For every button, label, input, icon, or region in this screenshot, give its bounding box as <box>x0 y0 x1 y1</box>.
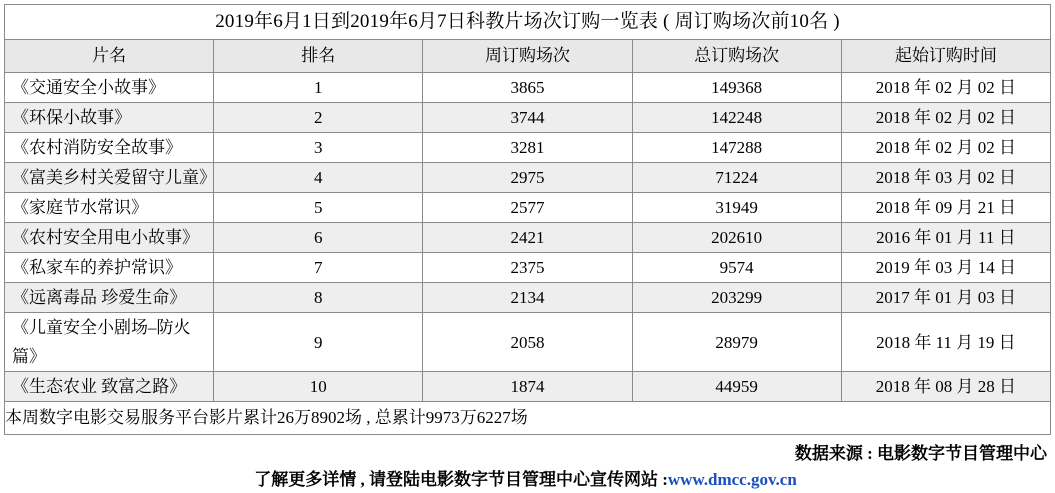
table-row <box>5 253 1051 283</box>
cell-total-orders: 44959 <box>632 372 841 402</box>
cell-film-name: 《儿童安全小剧场–防火篇》 <box>5 313 214 372</box>
cell-film-name: 《生态农业 致富之路》 <box>5 372 214 402</box>
column-header-total-orders: 总订购场次 <box>632 40 841 73</box>
cell-start-date: 2018 年 02 月 02 日 <box>841 103 1050 133</box>
cell-total-orders: 31949 <box>632 193 841 223</box>
cell-film-name: 《私家车的养护常识》 <box>5 253 214 283</box>
table-row <box>5 223 1051 253</box>
table-header-row <box>5 40 1051 73</box>
cell-rank: 9 <box>214 313 423 372</box>
table-row <box>5 103 1051 133</box>
cell-weekly-orders: 3865 <box>423 73 632 103</box>
table-row <box>5 283 1051 313</box>
cell-film-name: 《交通安全小故事》 <box>5 73 214 103</box>
cell-start-date: 2016 年 01 月 11 日 <box>841 223 1050 253</box>
cell-total-orders: 147288 <box>632 133 841 163</box>
cell-film-name: 《远离毒品 珍爱生命》 <box>5 283 214 313</box>
cell-weekly-orders: 3281 <box>423 133 632 163</box>
cell-start-date: 2017 年 01 月 03 日 <box>841 283 1050 313</box>
cell-rank: 4 <box>214 163 423 193</box>
website-notice-text: 了解更多详情 , 请登陆电影数字节目管理中心宣传网站 : <box>254 470 668 489</box>
cell-total-orders: 142248 <box>632 103 841 133</box>
summary-text: 本周数字电影交易服务平台影片累计26万8902场 , 总累计9973万6227场 <box>5 402 1051 435</box>
column-header-start-date: 起始订购时间 <box>841 40 1050 73</box>
cell-weekly-orders: 3744 <box>423 103 632 133</box>
cell-rank: 10 <box>214 372 423 402</box>
table-row <box>5 133 1051 163</box>
cell-start-date: 2018 年 11 月 19 日 <box>841 313 1050 372</box>
column-header-name: 片名 <box>5 40 214 73</box>
cell-film-name: 《环保小故事》 <box>5 103 214 133</box>
cell-total-orders: 28979 <box>632 313 841 372</box>
cell-rank: 7 <box>214 253 423 283</box>
website-notice-line <box>4 467 1047 493</box>
cell-weekly-orders: 2375 <box>423 253 632 283</box>
movie-orders-table <box>4 4 1051 435</box>
cell-weekly-orders: 2975 <box>423 163 632 193</box>
cell-film-name: 《富美乡村关爱留守儿童》 <box>5 163 214 193</box>
table-title-row <box>5 5 1051 40</box>
page-title: 2019年6月1日到2019年6月7日科教片场次订购一览表 ( 周订购场次前10名 ) <box>5 5 1051 40</box>
data-source-line: 数据来源 : 电影数字节目管理中心 <box>794 444 1047 463</box>
cell-weekly-orders: 1874 <box>423 372 632 402</box>
cell-total-orders: 149368 <box>632 73 841 103</box>
cell-start-date: 2018 年 02 月 02 日 <box>841 73 1050 103</box>
cell-film-name: 《家庭节水常识》 <box>5 193 214 223</box>
cell-weekly-orders: 2058 <box>423 313 632 372</box>
cell-start-date: 2019 年 03 月 14 日 <box>841 253 1050 283</box>
table-row <box>5 372 1051 402</box>
cell-total-orders: 9574 <box>632 253 841 283</box>
cell-start-date: 2018 年 03 月 02 日 <box>841 163 1050 193</box>
cell-weekly-orders: 2134 <box>423 283 632 313</box>
cell-rank: 1 <box>214 73 423 103</box>
cell-film-name: 《农村消防安全故事》 <box>5 133 214 163</box>
cell-total-orders: 203299 <box>632 283 841 313</box>
cell-rank: 5 <box>214 193 423 223</box>
cell-film-name: 《农村安全用电小故事》 <box>5 223 214 253</box>
cell-start-date: 2018 年 09 月 21 日 <box>841 193 1050 223</box>
table-row <box>5 163 1051 193</box>
cell-rank: 2 <box>214 103 423 133</box>
column-header-weekly-orders: 周订购场次 <box>423 40 632 73</box>
footer <box>4 441 1051 493</box>
cell-start-date: 2018 年 02 月 02 日 <box>841 133 1050 163</box>
cell-rank: 8 <box>214 283 423 313</box>
column-header-rank: 排名 <box>214 40 423 73</box>
cell-total-orders: 71224 <box>632 163 841 193</box>
cell-weekly-orders: 2421 <box>423 223 632 253</box>
website-url-link[interactable]: www.dmcc.gov.cn <box>667 470 797 489</box>
cell-start-date: 2018 年 08 月 28 日 <box>841 372 1050 402</box>
cell-total-orders: 202610 <box>632 223 841 253</box>
report-page <box>0 4 1055 489</box>
table-row <box>5 193 1051 223</box>
cell-rank: 3 <box>214 133 423 163</box>
cell-rank: 6 <box>214 223 423 253</box>
cell-weekly-orders: 2577 <box>423 193 632 223</box>
table-summary-row <box>5 402 1051 435</box>
table-row <box>5 73 1051 103</box>
table-row <box>5 313 1051 372</box>
